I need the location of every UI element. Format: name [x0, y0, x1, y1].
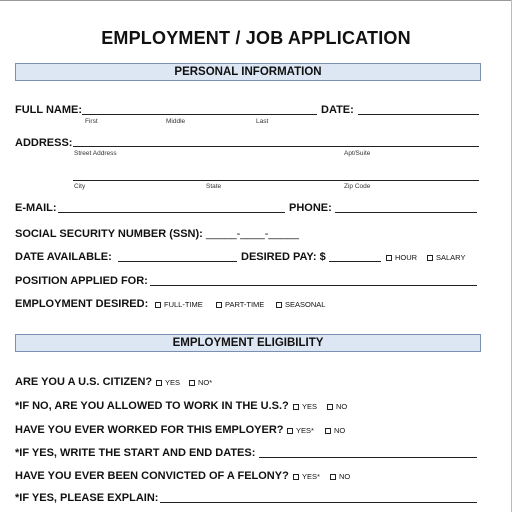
ssn-field[interactable]: _____-____-_____	[206, 228, 299, 240]
middle-name-caption: Middle	[166, 118, 186, 125]
seasonal-checkbox[interactable]	[276, 302, 282, 308]
allowed-no-checkbox[interactable]	[327, 404, 333, 410]
felony-question: HAVE YOU EVER BEEN CONVICTED OF A FELONY?	[15, 470, 289, 482]
email-label: E-MAIL:	[15, 202, 57, 214]
salary-checkbox[interactable]	[427, 255, 433, 261]
last-name-caption: Last	[256, 118, 269, 125]
full-time-label: FULL-TIME	[164, 300, 203, 309]
full-name-label: FULL NAME:	[15, 104, 83, 116]
section-header-personal: PERSONAL INFORMATION	[15, 63, 481, 81]
position-field[interactable]	[150, 285, 477, 286]
allowed-yes-label: YES	[302, 402, 318, 411]
worked-no-label: NO	[334, 426, 346, 435]
felony-yes-option[interactable]	[293, 472, 320, 481]
address-label: ADDRESS:	[15, 137, 73, 149]
explain-label: *IF YES, PLEASE EXPLAIN:	[15, 492, 159, 504]
street-address-caption: Street Address	[74, 150, 117, 157]
citizen-yes-label: YES	[165, 378, 181, 387]
street-address-field[interactable]	[73, 146, 479, 147]
felony-no-option[interactable]	[330, 472, 350, 481]
first-name-caption: First	[85, 118, 98, 125]
phone-label: PHONE:	[289, 202, 332, 214]
date-label: DATE:	[321, 104, 354, 116]
employment-desired-label: EMPLOYMENT DESIRED:	[15, 298, 149, 310]
citizen-no-option[interactable]	[189, 378, 212, 387]
full-time-option[interactable]	[155, 300, 203, 309]
part-time-option[interactable]	[216, 300, 264, 309]
allowed-no-label: NO	[336, 402, 348, 411]
start-end-dates-field[interactable]	[259, 457, 477, 458]
worked-before-question: HAVE YOU EVER WORKED FOR THIS EMPLOYER?	[15, 424, 284, 436]
section-header-eligibility: EMPLOYMENT ELIGIBILITY	[15, 334, 481, 352]
seasonal-option[interactable]	[276, 300, 325, 309]
worked-no-option[interactable]	[325, 426, 345, 435]
position-label: POSITION APPLIED FOR:	[15, 275, 148, 287]
allowed-yes-option[interactable]	[293, 402, 317, 411]
date-available-label: DATE AVAILABLE:	[15, 251, 112, 263]
allowed-no-option[interactable]	[327, 402, 347, 411]
citizen-no-checkbox[interactable]	[189, 380, 195, 386]
allowed-yes-checkbox[interactable]	[293, 404, 299, 410]
full-time-checkbox[interactable]	[155, 302, 161, 308]
city-caption: City	[74, 183, 86, 190]
part-time-label: PART-TIME	[225, 300, 265, 309]
citizen-yes-option[interactable]	[156, 378, 180, 387]
full-name-field[interactable]	[82, 114, 317, 115]
worked-yes-checkbox[interactable]	[287, 428, 293, 434]
explain-field[interactable]	[160, 502, 477, 503]
part-time-checkbox[interactable]	[216, 302, 222, 308]
seasonal-label: SEASONAL	[285, 300, 326, 309]
hour-checkbox[interactable]	[386, 255, 392, 261]
hour-option-label: HOUR	[395, 253, 418, 262]
salary-option-label: SALARY	[436, 253, 466, 262]
phone-field[interactable]	[335, 212, 477, 213]
apt-suite-caption: Apt/Suite	[344, 150, 371, 157]
worked-no-checkbox[interactable]	[325, 428, 331, 434]
email-field[interactable]	[58, 212, 285, 213]
form-title: EMPLOYMENT / JOB APPLICATION	[101, 28, 411, 48]
ssn-label: SOCIAL SECURITY NUMBER (SSN):	[15, 228, 203, 240]
desired-pay-field[interactable]	[329, 261, 381, 262]
salary-option[interactable]	[427, 253, 465, 262]
felony-yes-checkbox[interactable]	[293, 474, 299, 480]
city-state-zip-field[interactable]	[73, 180, 479, 181]
state-caption: State	[206, 183, 222, 190]
felony-yes-label: YES*	[302, 472, 320, 481]
worked-yes-label: YES*	[296, 426, 314, 435]
start-end-dates-label: *IF YES, WRITE THE START AND END DATES:	[15, 447, 256, 459]
zip-code-caption: Zip Code	[344, 183, 371, 190]
worked-yes-option[interactable]	[287, 426, 314, 435]
citizen-question: ARE YOU A U.S. CITIZEN?	[15, 376, 153, 388]
citizen-no-label: NO*	[198, 378, 213, 387]
date-field[interactable]	[358, 114, 479, 115]
felony-no-checkbox[interactable]	[330, 474, 336, 480]
date-available-field[interactable]	[118, 261, 237, 262]
hour-option[interactable]	[386, 253, 417, 262]
desired-pay-label: DESIRED PAY: $	[241, 251, 326, 263]
citizen-yes-checkbox[interactable]	[156, 380, 162, 386]
page-top-edge	[0, 0, 512, 1]
felony-no-label: NO	[339, 472, 351, 481]
allowed-to-work-question: *IF NO, ARE YOU ALLOWED TO WORK IN THE U.S.?	[15, 400, 289, 412]
